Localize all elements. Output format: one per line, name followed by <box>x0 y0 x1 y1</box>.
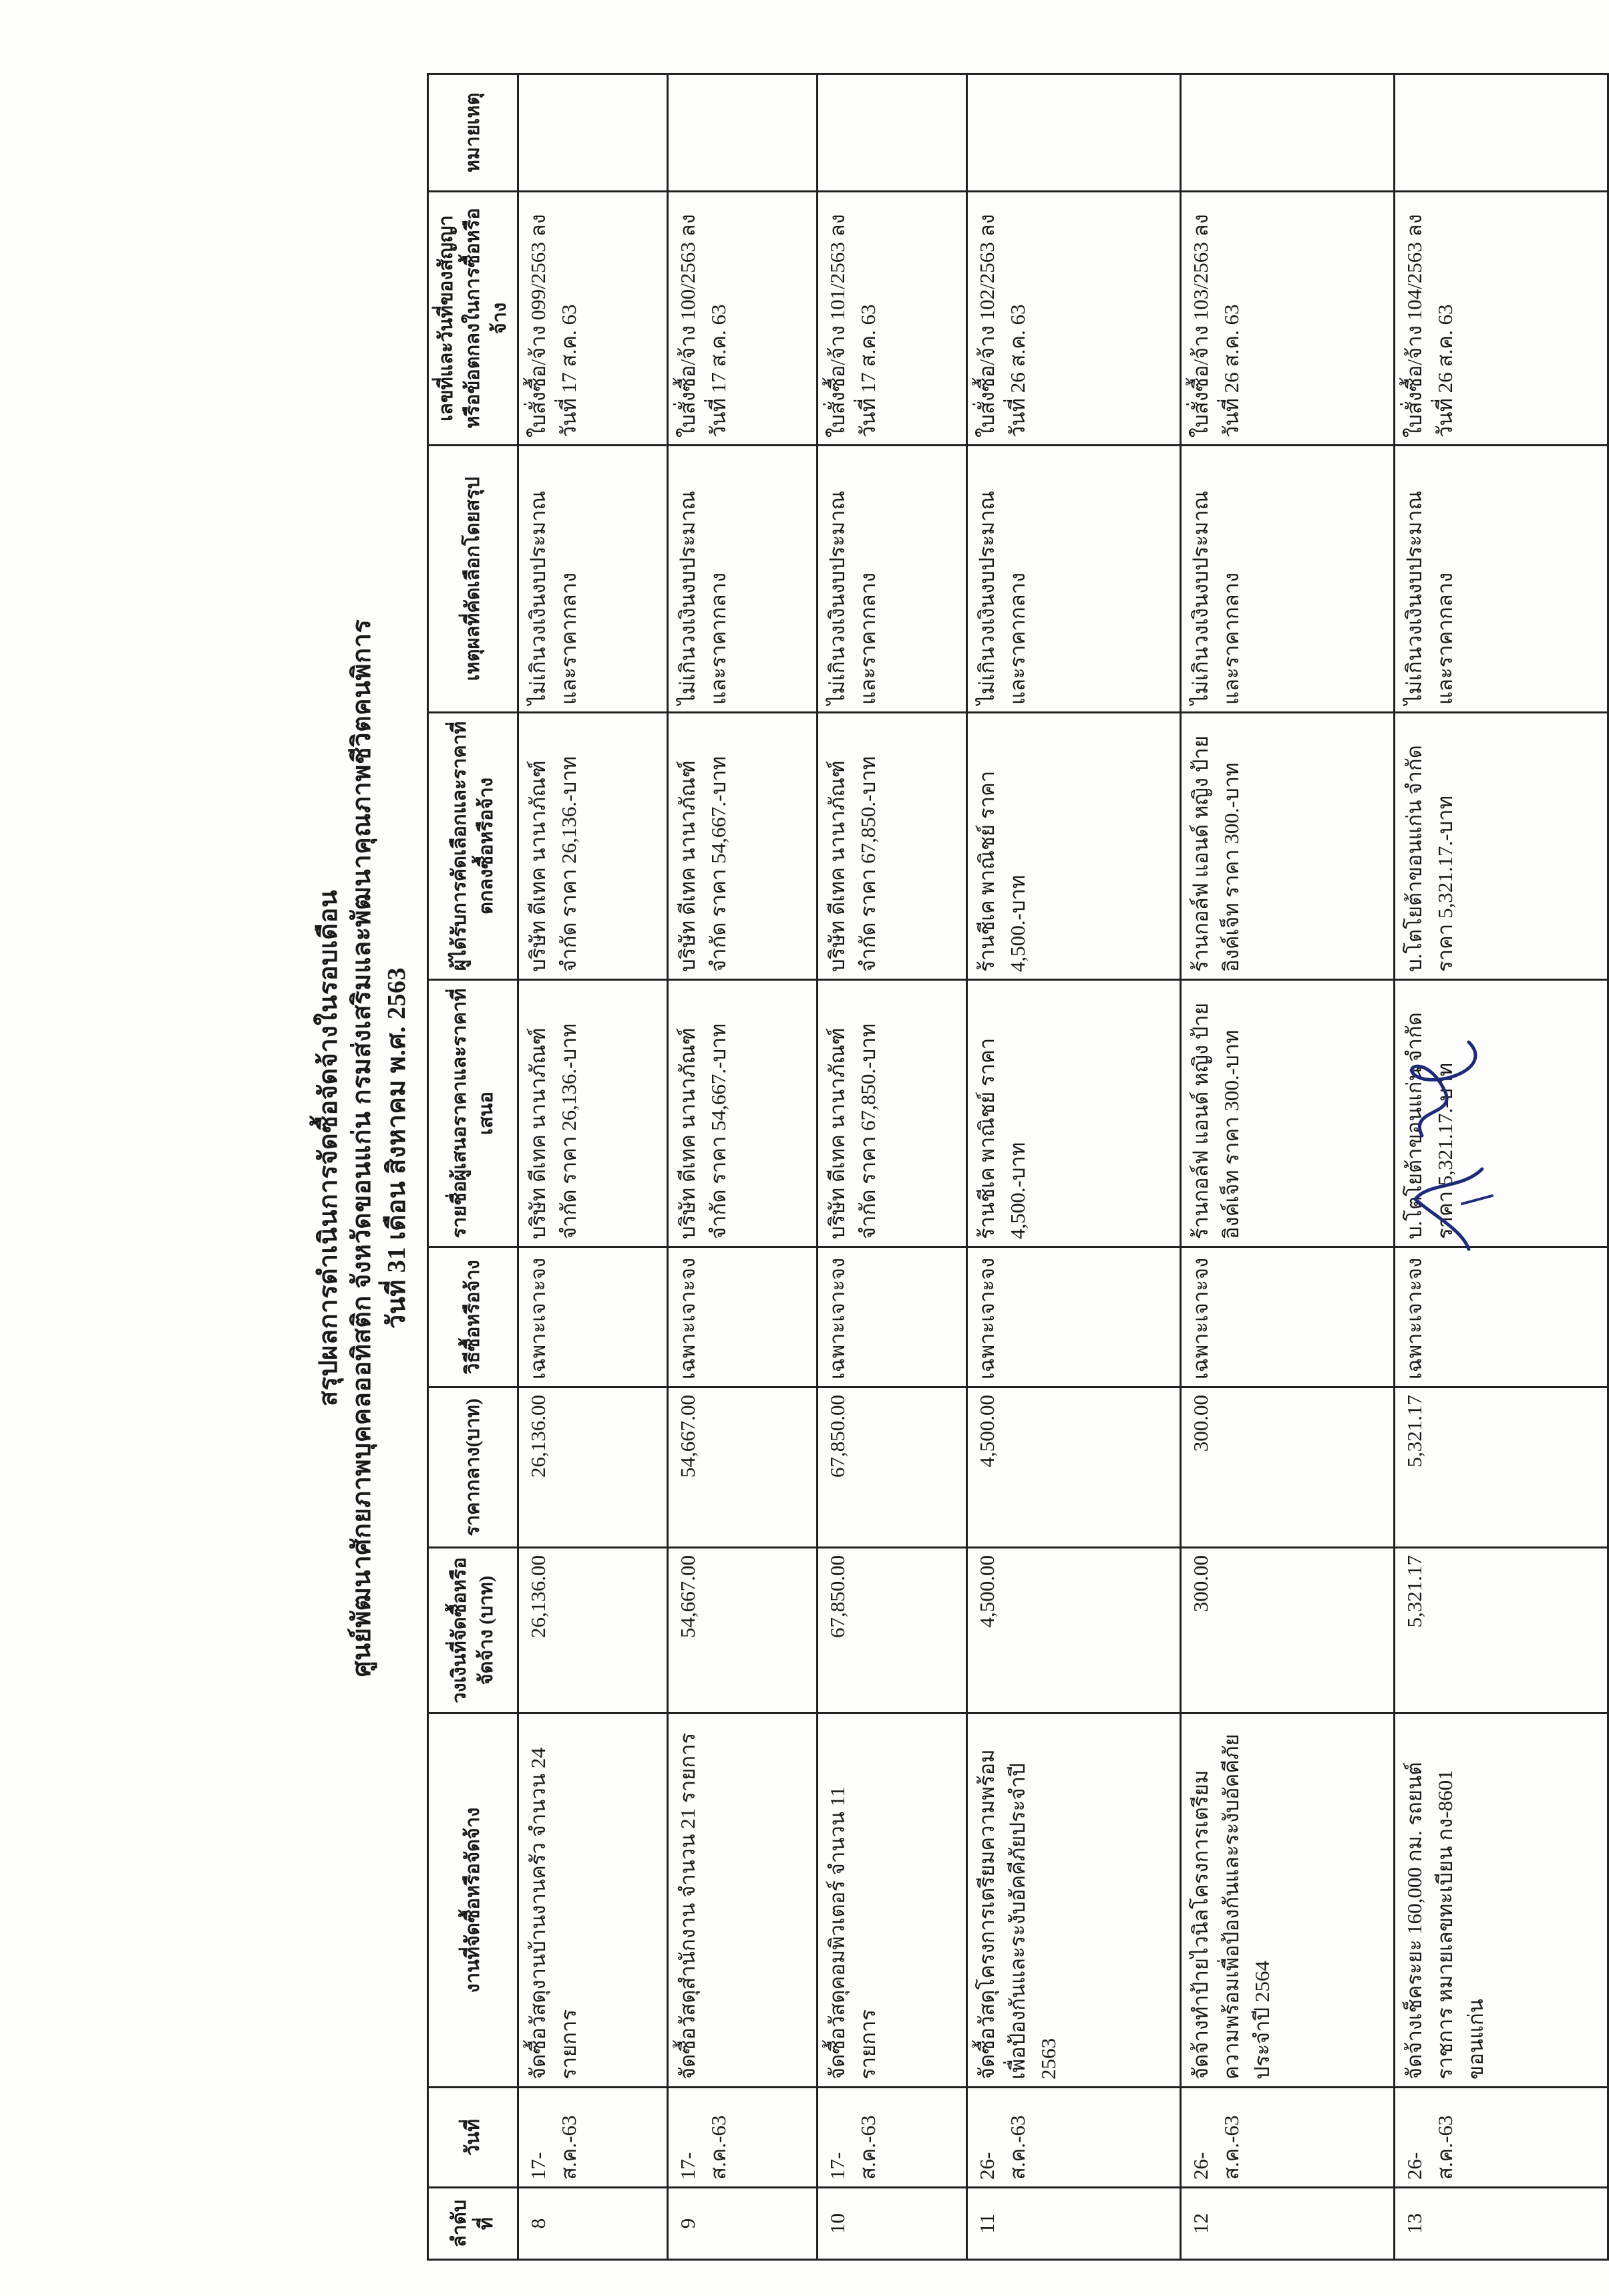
cell-method: เฉพาะเจาะจง <box>518 1247 668 1387</box>
cell-bidders: บริษัท ดีเทค นานาภัณฑ์ จำกัด ราคา 54,667.-บาท <box>667 980 817 1247</box>
cell-date: 17-ส.ค.-63 <box>518 2088 668 2188</box>
cell-work: จัดซื้อวัสดุงานบ้านงานครัว จำนวน 24 รายการ <box>518 1713 668 2088</box>
cell-winner: บริษัท ดีเทค นานาภัณฑ์ จำกัด ราคา 26,136.-บาท <box>518 713 668 980</box>
cell-work: จัดซื้อวัสดุคอมพิวเตอร์ จำนวน 11 รายการ <box>817 1713 966 2088</box>
cell-reason: ไม่เกินวงเงินงบประมาณ และราคากลาง <box>518 446 668 713</box>
cell-date: 26-ส.ค.-63 <box>1180 2088 1394 2188</box>
cell-work: จัดซื้อวัสดุโครงการเตรียมความพร้อมเพื่อป้องกันและระงับอัคคีภัยประจำปี 2563 <box>966 1713 1180 2088</box>
header-budget: วงเงินที่จัดซื้อหรือจัดจ้าง (บาท) <box>428 1548 518 1713</box>
cell-date: 17-ส.ค.-63 <box>667 2088 817 2188</box>
cell-median-price: 5,321.17 <box>1394 1387 1608 1548</box>
cell-work: จัดจ้างเช็คระยะ 160,000 กม. รถยนต์ราชการ หมายเลขทะเบียน กง-8601 ขอนแก่น <box>1394 1713 1608 2088</box>
cell-note <box>966 74 1180 192</box>
header-seq: ลำดับที่ <box>428 2188 518 2260</box>
cell-reason: ไม่เกินวงเงินงบประมาณ และราคากลาง <box>667 446 817 713</box>
cell-reason: ไม่เกินวงเงินงบประมาณ และราคากลาง <box>966 446 1180 713</box>
cell-median-price: 54,667.00 <box>667 1387 817 1548</box>
cell-note <box>1180 74 1394 192</box>
cell-median-price: 300.00 <box>1180 1387 1394 1548</box>
cell-date: 17-ส.ค.-63 <box>817 2088 966 2188</box>
table-row <box>667 74 817 2260</box>
cell-seq: 12 <box>1180 2188 1394 2260</box>
cell-winner: ร้านชีเค พาณิชย์ ราคา 4,500.-บาท <box>966 713 1180 980</box>
cell-median-price: 67,850.00 <box>817 1387 966 1548</box>
cell-budget: 54,667.00 <box>667 1548 817 1713</box>
cell-seq: 8 <box>518 2188 668 2260</box>
cell-budget: 67,850.00 <box>817 1548 966 1713</box>
header-bidders: รายชื่อผู้เสนอราคาและราคาที่เสนอ <box>428 980 518 1247</box>
cell-bidders: บริษัท ดีเทค นานาภัณฑ์ จำกัด ราคา 67,850.-บาท <box>817 980 966 1247</box>
document-subtitle-agency: ศูนย์พัฒนาศักยภาพบุคคลออทิสติก จังหวัดขอนแก่น กรมส่งเสริมและพัฒนาคุณภาพชีวิตคนพิการ <box>348 619 376 1677</box>
cell-bidders: บ.โตโยต้าขอนแก่น จำกัด ราคา 5,321.17.-บาท <box>1394 980 1608 1247</box>
header-median-price: ราคากลาง(บาท) <box>428 1387 518 1548</box>
header-note: หมายเหตุ <box>428 74 518 192</box>
cell-method: เฉพาะเจาะจง <box>1394 1247 1608 1387</box>
table-header-row <box>428 74 518 2260</box>
cell-note <box>1394 74 1608 192</box>
document-date-line: วันที่ 31 เดือน สิงหาคม พ.ศ. 2563 <box>383 967 411 1329</box>
cell-note <box>817 74 966 192</box>
cell-median-price: 26,136.00 <box>518 1387 668 1548</box>
header-method: วิธีซื้อหรือจ้าง <box>428 1247 518 1387</box>
header-reason: เหตุผลที่คัดเลือกโดยสรุป <box>428 446 518 713</box>
cell-method: เฉพาะเจาะจง <box>817 1247 966 1387</box>
header-date: วันที่ <box>428 2088 518 2188</box>
cell-bidders: ร้านชีเค พาณิชย์ ราคา 4,500.-บาท <box>966 980 1180 1247</box>
cell-method: เฉพาะเจาะจง <box>1180 1247 1394 1387</box>
cell-budget: 5,321.17 <box>1394 1548 1608 1713</box>
cell-contract: ใบสั่งซื้อ/จ้าง 103/2563 ลงวันที่ 26 ส.ค. 63 <box>1180 192 1394 446</box>
cell-seq: 9 <box>667 2188 817 2260</box>
cell-note <box>518 74 668 192</box>
cell-budget: 26,136.00 <box>518 1548 668 1713</box>
cell-budget: 4,500.00 <box>966 1548 1180 1713</box>
table-row <box>1180 74 1394 2260</box>
header-work: งานที่จัดซื้อหรือจัดจ้าง <box>428 1713 518 2088</box>
cell-bidders: บริษัท ดีเทค นานาภัณฑ์ จำกัด ราคา 26,136.-บาท <box>518 980 668 1247</box>
cell-seq: 11 <box>966 2188 1180 2260</box>
cell-contract: ใบสั่งซื้อ/จ้าง 104/2563 ลงวันที่ 26 ส.ค. 63 <box>1394 192 1608 446</box>
cell-winner: บริษัท ดีเทค นานาภัณฑ์ จำกัด ราคา 54,667.-บาท <box>667 713 817 980</box>
cell-contract: ใบสั่งซื้อ/จ้าง 100/2563 ลงวันที่ 17 ส.ค. 63 <box>667 192 817 446</box>
cell-winner: บริษัท ดีเทค นานาภัณฑ์ จำกัด ราคา 67,850.-บาท <box>817 713 966 980</box>
cell-contract: ใบสั่งซื้อ/จ้าง 101/2563 ลงวันที่ 17 ส.ค. 63 <box>817 192 966 446</box>
cell-budget: 300.00 <box>1180 1548 1394 1713</box>
cell-work: จัดซื้อวัสดุสำนักงาน จำนวน 21 รายการ <box>667 1713 817 2088</box>
document-title: สรุปผลการดำเนินการจัดซื้อจัดจ้างในรอบเดือน <box>315 889 343 1407</box>
cell-contract: ใบสั่งซื้อ/จ้าง 099/2563 ลงวันที่ 17 ส.ค. 63 <box>518 192 668 446</box>
header-contract: เลขที่และวันที่ของสัญญาหรือข้อตกลงในการซื้อหรือจ้าง <box>428 192 518 446</box>
cell-seq: 13 <box>1394 2188 1608 2260</box>
table-row <box>817 74 966 2260</box>
cell-method: เฉพาะเจาะจง <box>966 1247 1180 1387</box>
header-winner: ผู้ได้รับการคัดเลือกและราคาที่ตกลงซื้อหรือจ้าง <box>428 713 518 980</box>
handwritten-signature <box>1395 1029 1509 1269</box>
cell-seq: 10 <box>817 2188 966 2260</box>
cell-note <box>667 74 817 192</box>
cell-median-price: 4,500.00 <box>966 1387 1180 1548</box>
cell-contract: ใบสั่งซื้อ/จ้าง 102/2563 ลงวันที่ 26 ส.ค. 63 <box>966 192 1180 446</box>
cell-reason: ไม่เกินวงเงินงบประมาณ และราคากลาง <box>1180 446 1394 713</box>
cell-reason: ไม่เกินวงเงินงบประมาณ และราคากลาง <box>1394 446 1608 713</box>
cell-winner: บ.โตโยต้าขอนแก่น จำกัด ราคา 5,321.17.-บาท <box>1394 713 1608 980</box>
cell-date: 26-ส.ค.-63 <box>966 2088 1180 2188</box>
cell-bidders: ร้านกอล์ฟ แอนด์ หญิง ป้ายอิงค์เจ็ท ราคา 300.-บาท <box>1180 980 1394 1247</box>
table-row <box>966 74 1180 2260</box>
cell-reason: ไม่เกินวงเงินงบประมาณ และราคากลาง <box>817 446 966 713</box>
table-row <box>518 74 668 2260</box>
cell-date: 26-ส.ค.-63 <box>1394 2088 1608 2188</box>
cell-method: เฉพาะเจาะจง <box>667 1247 817 1387</box>
cell-winner: ร้านกอล์ฟ แอนด์ หญิง ป้ายอิงค์เจ็ท ราคา 300.-บาท <box>1180 713 1394 980</box>
cell-work: จัดจ้างทำป้ายไวนิลโครงการเตรียมความพร้อมเพื่อป้องกันและระงับอัคคีภัยประจำปี 2564 <box>1180 1713 1394 2088</box>
